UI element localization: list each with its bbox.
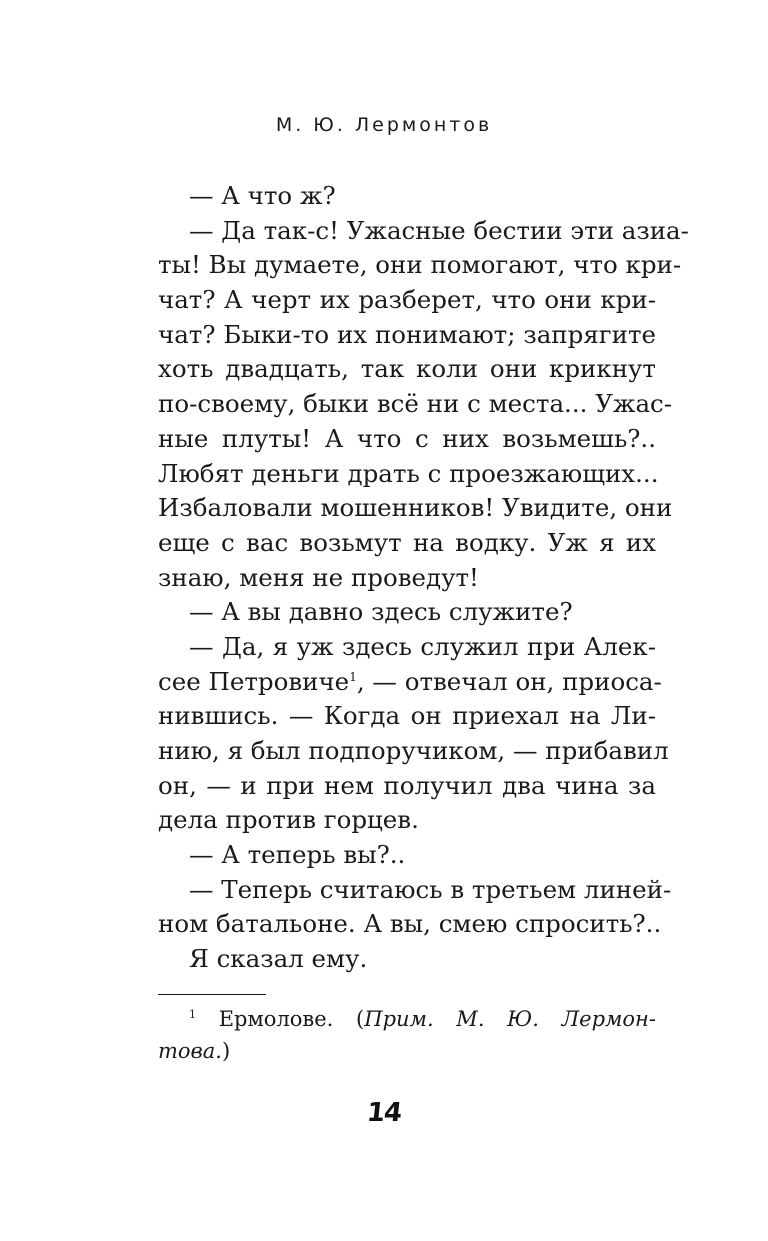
text-line-content: — А что ж? — [189, 181, 336, 210]
text-line-content: Я сказал ему. — [189, 944, 368, 974]
text-line — [158, 561, 656, 596]
text-line — [158, 318, 656, 353]
text-line-content: ты! Вы думаете, они помогают, что кри- — [158, 250, 682, 280]
text-line-content: ном батальоне. А вы, смею спросить?.. — [158, 909, 662, 939]
text-line — [158, 214, 689, 249]
text-line-content: — А теперь вы?.. — [189, 840, 406, 870]
text-line — [158, 457, 659, 492]
text-line-content: — Теперь считаюсь в третьем линей- — [189, 874, 672, 904]
text-line — [158, 248, 682, 283]
body-text — [158, 179, 689, 977]
text-line-content: ные плуты! А что с них возьмешь?.. — [158, 423, 656, 453]
footnote-italic-end: това. — [158, 1039, 222, 1063]
text-line — [158, 387, 673, 422]
text-line — [158, 526, 656, 561]
footnote-marker: 1 — [189, 1008, 196, 1021]
footnote-rule — [158, 994, 266, 995]
text-line — [158, 838, 656, 873]
text-line — [158, 907, 662, 942]
text-line-content: хоть двадцать, так коли они крикнут — [158, 354, 656, 384]
text-line-content: по-своему, быки всё ни с места... Ужас- — [158, 389, 673, 419]
footnote-closing: ) — [221, 1039, 231, 1063]
text-line-content: чат? А черт их разберет, что они кри- — [158, 285, 656, 315]
footnote-italic-text: Прим. М. Ю. Лермон- — [364, 1007, 656, 1031]
text-line-continuation: , — отвечал он, приоса- — [356, 666, 662, 696]
text-line-content: сее Петровиче — [158, 666, 350, 696]
text-line-content: еще с вас возьмут на водку. Уж я их — [158, 527, 656, 557]
text-line-content: он, — и при нем получил два чина за — [158, 770, 656, 800]
footnote-reference: 1 — [349, 669, 357, 684]
footnote-line-2 — [158, 1035, 656, 1067]
footnote — [158, 1003, 656, 1067]
text-line — [158, 665, 662, 700]
text-line — [158, 179, 656, 214]
footnote-line-1 — [158, 1003, 656, 1035]
text-line-content: нившись. — Когда он приехал на Ли- — [158, 701, 656, 731]
text-line-content: нию, я был подпоручиком, — прибавил — [158, 736, 669, 765]
text-line — [158, 352, 656, 387]
page-number: 14 — [365, 1098, 403, 1128]
text-line-content: — Да так-с! Ужасные бестии эти азиа- — [189, 215, 689, 245]
text-line-content: Любят деньги драть с проезжающих... — [158, 458, 659, 488]
running-head: М. Ю. Лермонтов — [275, 114, 493, 136]
footnote-text: Ермолове. ( — [218, 1007, 365, 1031]
text-line — [158, 630, 656, 665]
text-line-content: знаю, меня не проведут! — [158, 562, 479, 592]
text-line — [158, 803, 656, 838]
text-line-content: — А вы давно здесь служите? — [189, 597, 573, 627]
text-line — [158, 699, 656, 734]
text-line — [158, 734, 669, 769]
text-line-content: чат? Быки-то их понимают; запрягите — [158, 319, 656, 349]
text-line — [158, 873, 672, 908]
text-line — [158, 942, 656, 977]
text-line-content: дела против горцев. — [158, 805, 419, 835]
text-line — [158, 422, 656, 457]
text-line-content: — Да, я уж здесь служил при Алек- — [189, 631, 656, 661]
text-line — [158, 595, 656, 630]
text-line-content: Избаловали мошенников! Увидите, они — [158, 493, 673, 523]
text-line — [158, 491, 673, 526]
text-line — [158, 283, 656, 318]
text-line — [158, 769, 656, 804]
